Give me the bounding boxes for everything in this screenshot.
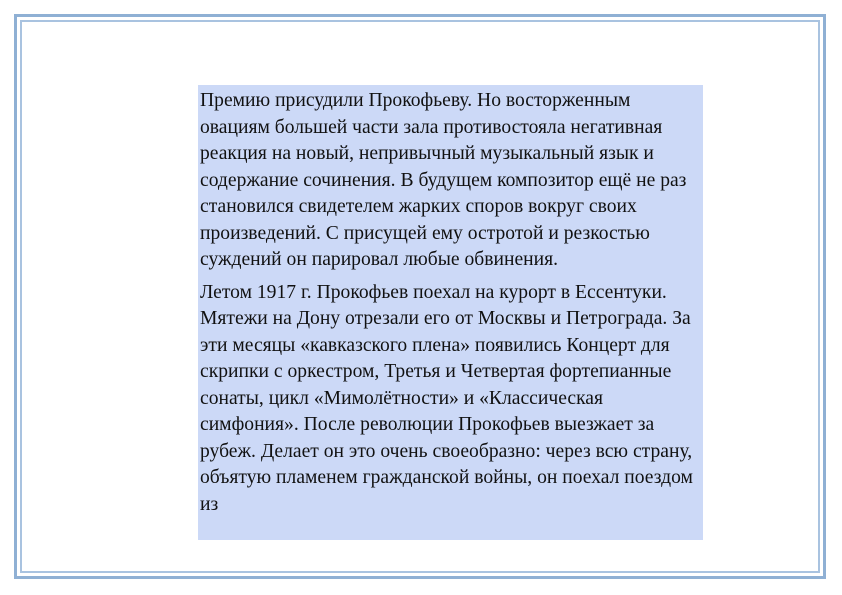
text-box bbox=[198, 85, 703, 540]
paragraph-1: Премию присудили Прокофьеву. Но восторженным овациям большей части зала противостояла негативная реакция на новый, непривычный музыкальный язык и содержание сочинения. В будущем композитор ещё не раз становился свидетелем жарких споров вокруг своих произведений. С присущей ему остротой и резкостью суждений он парировал любые обвинения. bbox=[200, 90, 687, 270]
paragraph-2: Летом 1917 г. Прокофьев поехал на курорт в Ессентуки. Мятежи на Дону отрезали его от Москвы и Петрограда. За эти месяцы «кавказского плена» появились Концерт для скрипки с оркестром, Третья и Четвертая фортепианные сонаты, цикл «Мимолётности» и «Классическая симфония». После революции Прокофьев выезжает за рубеж. Делает он это очень своеобразно: через всю страну, объятую пламенем гражданской войны, он поехал поездом из bbox=[200, 281, 693, 515]
